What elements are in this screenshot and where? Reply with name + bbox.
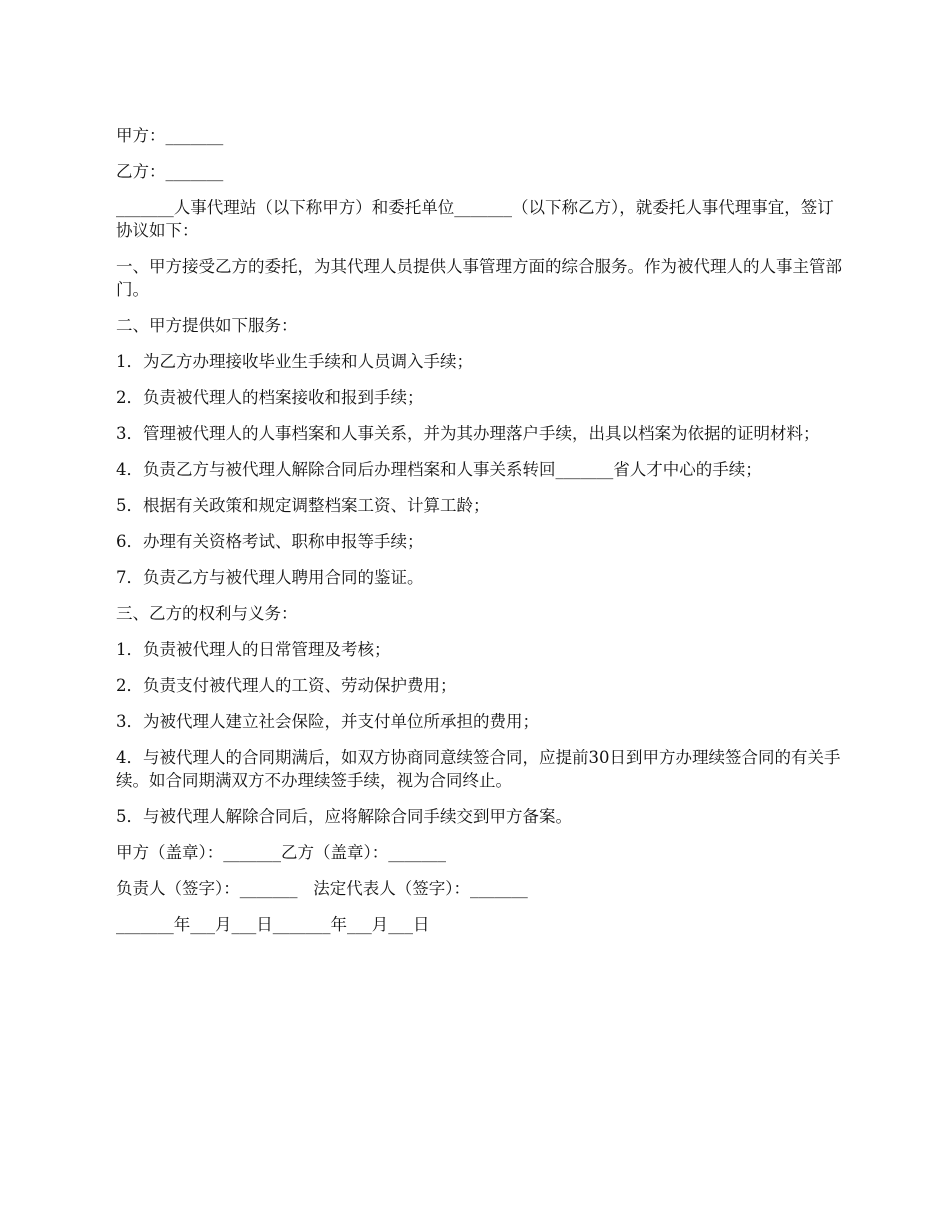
clause-3-item-3: 3．为被代理人建立社会保险，并支付单位所承担的费用； <box>116 712 539 731</box>
clause-2-item-3: 3．管理被代理人的人事档案和人事关系，并为其办理落户手续，出具以档案为依据的证明材料； <box>116 424 820 443</box>
clause-2-item-7: 7．负责乙方与被代理人聘用合同的鉴证。 <box>116 568 424 587</box>
clause-2-item-1: 1．为乙方办理接收毕业生手续和人员调入手续； <box>116 352 473 371</box>
intro-paragraph: _______人事代理站（以下称甲方）和委托单位_______（以下称乙方），就委托人事代理事宜，签订协议如下： <box>116 198 834 240</box>
clause-1: 一、甲方接受乙方的委托，为其代理人员提供人事管理方面的综合服务。作为被代理人的人事主管部门。 <box>116 257 842 299</box>
clause-2-item-2: 2．负责被代理人的档案接收和报到手续； <box>116 388 424 407</box>
clause-2-item-6: 6．办理有关资格考试、职称申报等手续； <box>116 532 424 551</box>
clause-3-item-4: 4．与被代理人的合同期满后，如双方协商同意续签合同，应提前30日到甲方办理续签合同的有关手续。如合同期满双方不办理续签手续，视为合同终止。 <box>116 748 841 790</box>
clause-3-item-2: 2．负责支付被代理人的工资、劳动保护费用； <box>116 676 457 695</box>
clause-2-item-5: 5．根据有关政策和规定调整档案工资、计算工龄； <box>116 496 490 515</box>
clause-3-heading: 三、乙方的权利与义务： <box>116 604 298 623</box>
clause-2-item-4: 4．负责乙方与被代理人解除合同后办理档案和人事关系转回_______省人才中心的手续； <box>116 460 762 479</box>
signature-line: 负责人（签字）：_______ 法定代表人（签字）：_______ <box>116 879 528 898</box>
party-a-line: 甲方：_______ <box>116 126 224 145</box>
clause-3-item-1: 1．负责被代理人的日常管理及考核； <box>116 640 391 659</box>
clause-2-heading: 二、甲方提供如下服务： <box>116 316 298 335</box>
party-b-line: 乙方：_______ <box>116 162 224 181</box>
clause-3-item-5: 5．与被代理人解除合同后，应将解除合同手续交到甲方备案。 <box>116 807 572 826</box>
seal-line: 甲方（盖章）：_______乙方（盖章）：_______ <box>116 843 446 862</box>
date-line: _______年___月___日_______年___月___日 <box>116 915 430 934</box>
contract-document <box>116 124 842 949</box>
